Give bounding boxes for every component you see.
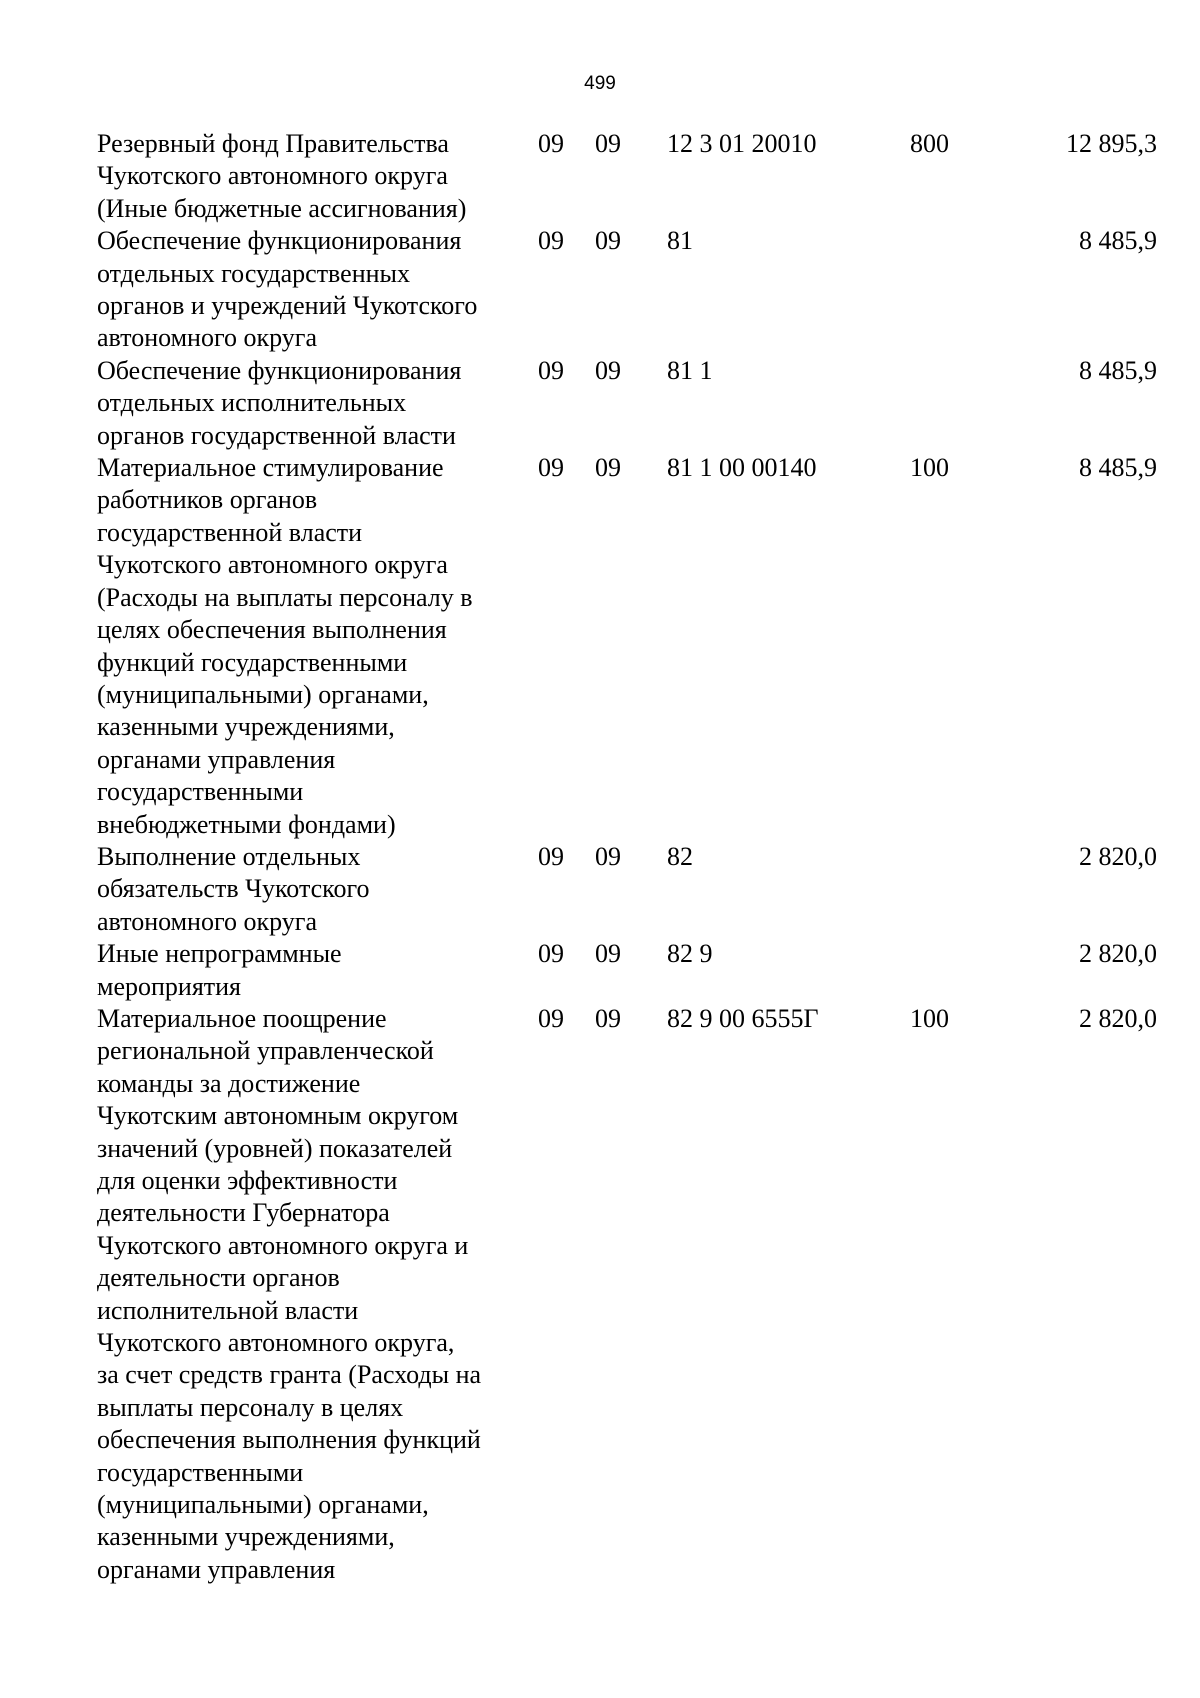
- row-subsection-code: 09: [595, 129, 621, 158]
- row-section-code: 09: [538, 129, 564, 158]
- row-target-code: 82 9 00 6555Г: [667, 1003, 819, 1033]
- table-row: [97, 225, 1157, 355]
- row-section-code: 09: [538, 939, 564, 969]
- row-description: Выполнение отдельных обязательств Чукотского автономного округа: [97, 841, 370, 936]
- row-description: Иные непрограммные мероприятия: [97, 939, 342, 1001]
- row-target-code: 81: [667, 226, 693, 256]
- row-amount: 8 485,9: [1079, 355, 1157, 385]
- row-target-code: 82 9: [667, 939, 713, 969]
- row-description: Материальное стимулирование работников органов государственной власти Чукотского автономного округа (Расходы на выплаты персоналу в целях обеспечения выполнения функций государственными (муниципальными) органами, казенными учреждениями, органами управления государственными внебюджетными фондами): [97, 453, 473, 839]
- row-subsection-code: 09: [595, 841, 621, 871]
- row-amount: 2 820,0: [1079, 841, 1157, 871]
- row-description: Резервный фонд Правительства Чукотского автономного округа (Иные бюджетные ассигнования): [97, 129, 467, 223]
- table-row: [97, 1003, 1157, 1586]
- row-description: Обеспечение функционирования отдельных государственных органов и учреждений Чукотского автономного округа: [97, 226, 478, 353]
- row-amount: 12 895,3: [1066, 129, 1157, 158]
- row-subsection-code: 09: [595, 939, 621, 969]
- row-amount: 2 820,0: [1079, 1003, 1157, 1033]
- table-row: [97, 452, 1157, 841]
- row-description: Материальное поощрение региональной управленческой команды за достижение Чукотским автономным округом значений (уровней) показателей для оценки эффективности деятельности Губернатора Чукотского автономного округа и деятельности органов исполнительной власти Чукотского автономного округа, за счет средств гранта (Расходы на выплаты персоналу в целях обеспечения выполнения функций государственными (муниципальными) органами, казенными учреждениями, органами управления: [97, 1003, 482, 1584]
- row-target-code: 81 1: [667, 355, 713, 385]
- row-expense-type: 100: [910, 453, 949, 483]
- row-description: Обеспечение функционирования отдельных исполнительных органов государственной власти: [97, 355, 462, 450]
- row-section-code: 09: [538, 841, 564, 871]
- row-expense-type: 100: [910, 1003, 949, 1033]
- row-expense-type: 800: [910, 129, 949, 158]
- row-subsection-code: 09: [595, 355, 621, 385]
- row-amount: 8 485,9: [1079, 226, 1157, 256]
- row-section-code: 09: [538, 453, 564, 483]
- row-amount: 8 485,9: [1079, 453, 1157, 483]
- row-target-code: 82: [667, 841, 693, 871]
- row-section-code: 09: [538, 355, 564, 385]
- row-target-code: 12 3 01 20010: [667, 129, 817, 158]
- row-target-code: 81 1 00 00140: [667, 453, 817, 483]
- row-amount: 2 820,0: [1079, 939, 1157, 969]
- table-row: [97, 938, 1157, 1003]
- row-subsection-code: 09: [595, 453, 621, 483]
- row-section-code: 09: [538, 226, 564, 256]
- table-row: [97, 841, 1157, 938]
- row-section-code: 09: [538, 1003, 564, 1033]
- table-row: [97, 355, 1157, 452]
- budget-table: [97, 128, 1157, 1586]
- row-subsection-code: 09: [595, 226, 621, 256]
- page-number: 499: [584, 73, 616, 94]
- table-row: [97, 128, 1157, 225]
- row-subsection-code: 09: [595, 1003, 621, 1033]
